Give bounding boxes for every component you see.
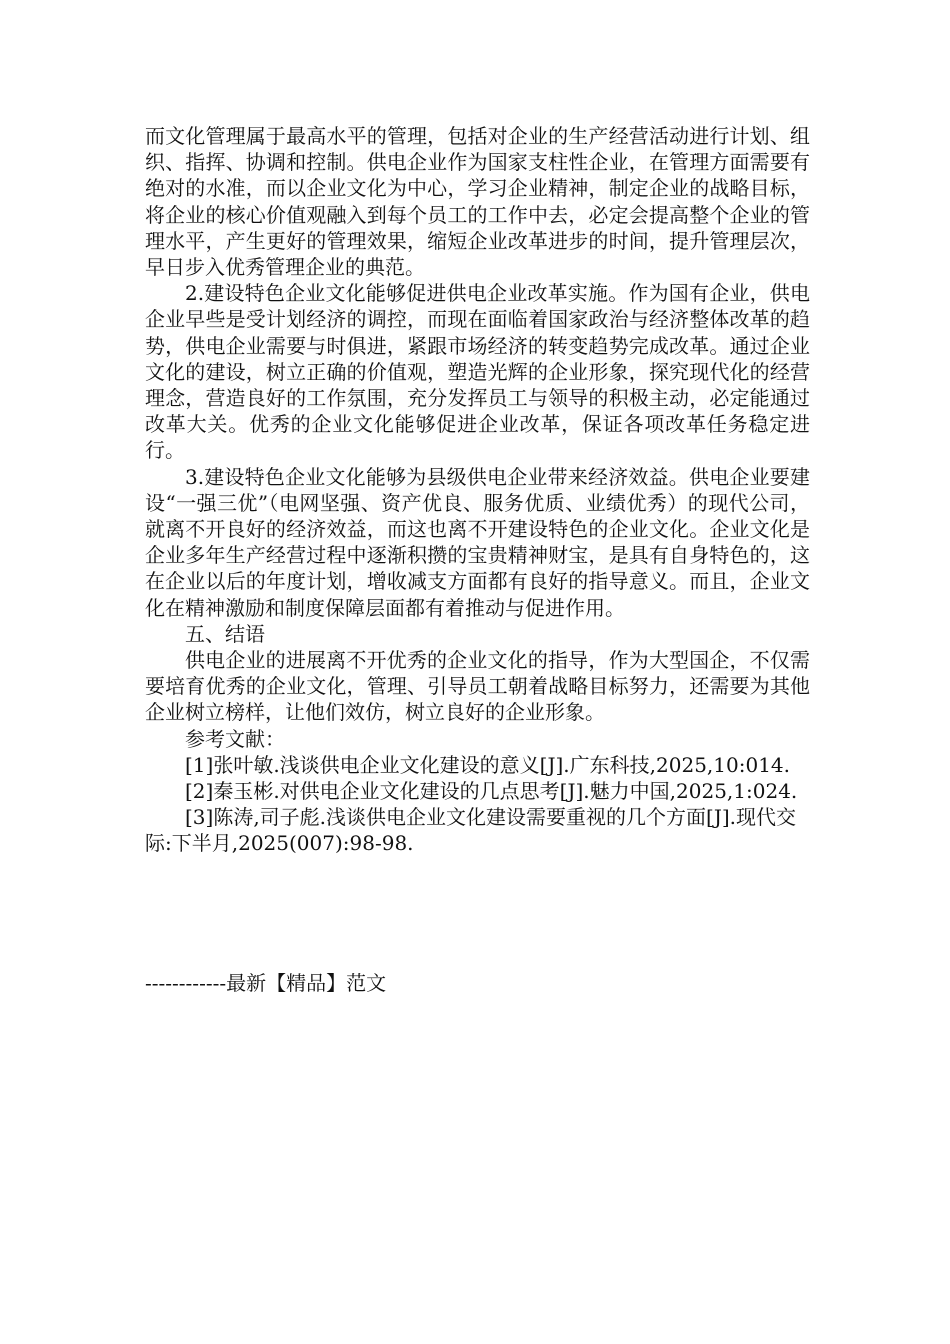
- reference-item-2: [2]秦玉彬.对供电企业文化建设的几点思考[J].魅力中国,2025,1:024.: [185, 779, 798, 804]
- paragraph-conclusion: 供电企业的进展离不开优秀的企业文化的指导，作为大型国企，不仅需要培育优秀的企业文化，管理、引导员工朝着战略目标努力，还需要为其他企业树立榜样，让他们效仿，树立良好的企业形象。: [145, 648, 810, 725]
- reference-item-3: [3]陈涛,司子彪.浅谈供电企业文化建设需要重视的几个方面[J].现代交际:下半月,2025(007):98-98.: [145, 805, 797, 856]
- paragraph-management: 而文化管理属于最高水平的管理，包括对企业的生产经营活动进行计划、组织、指挥、协调和控制。供电企业作为国家支柱性企业，在管理方面需要有绝对的水准，而以企业文化为中心，学习企业精神，制定企业的战略目标，将企业的核心价值观融入到每个员工的工作中去，必定会提高整个企业的管理水平，产生更好的管理效果，缩短企业改革进步的时间，提升管理层次，早日步入优秀管理企业的典范。: [145, 124, 810, 280]
- footer-label: ------------最新【精品】范文: [145, 971, 387, 995]
- document-body: [145, 123, 810, 857]
- section-heading-conclusion: 五、结语: [185, 621, 265, 646]
- paragraph-reform: 2.建设特色企业文化能够促进供电企业改革实施。作为国有企业，供电企业早些是受计划经济的调控，而现在面临着国家政治与经济整体改革的趋势，供电企业需要与时俱进，紧跟市场经济的转变趋势完成改革。通过企业文化的建设，树立正确的价值观，塑造光辉的企业形象，探究现代化的经营理念，营造良好的工作氛围，充分发挥员工与领导的积极主动，必定能通过改革大关。优秀的企业文化能够促进企业改革，保证各项改革任务稳定进行。: [145, 281, 810, 463]
- references-heading: 参考文献：: [185, 726, 285, 751]
- paragraph-economic-benefit: 3.建设特色企业文化能够为县级供电企业带来经济效益。供电企业要建设“一强三优”（电网坚强、资产优良、服务优质、业绩优秀）的现代公司，就离不开良好的经济效益，而这也离不开建设特色的企业文化。企业文化是企业多年生产经营过程中逐渐积攒的宝贵精神财宝，是具有自身特色的，这在企业以后的年度计划，增收减支方面都有良好的指导意义。而且，企业文化在精神激励和制度保障层面都有着推动与促进作用。: [145, 464, 810, 620]
- reference-item-1: [1]张叶敏.浅谈供电企业文化建设的意义[J].广东科技,2025,10:014.: [185, 752, 790, 777]
